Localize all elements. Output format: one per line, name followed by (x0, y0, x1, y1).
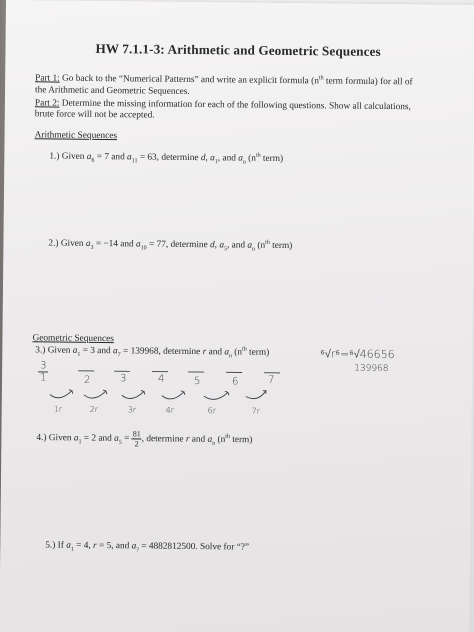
q2-mid2: = 77, determine (146, 239, 211, 251)
q3-var-a2: a (112, 346, 118, 357)
q4-frac-den: 2 (134, 439, 139, 449)
q4-var-a2: a (114, 433, 119, 444)
q2-var-a4: a (247, 240, 253, 251)
q1-tail: (n (245, 153, 257, 164)
q1-mid2: = 63, determine (137, 152, 201, 164)
q2-var-a: a (85, 238, 91, 249)
q3-sub-1: 1 (77, 351, 81, 358)
q4-mid2: , determine (141, 434, 186, 445)
q4-lead: 4.) Given (36, 432, 74, 444)
q2-tail: (n (255, 240, 266, 251)
q1-sub-3: 1 (214, 159, 218, 166)
q4-sub-1: 1 (78, 439, 82, 446)
hand-frac-top: 3 (38, 360, 49, 372)
q1-sub-2: 11 (131, 158, 138, 165)
q1-mid3: , (205, 153, 211, 164)
q2-mid4: , and (226, 240, 248, 251)
arrow-1 (50, 389, 73, 397)
arrow-3 (122, 390, 145, 398)
q4-frac-num: 81 (132, 429, 141, 439)
q1-var-a4: a (238, 153, 243, 164)
part1-text-c: the Arithmetic and Geometric Sequences. (35, 84, 190, 97)
question-5 (45, 540, 249, 554)
q3-end: term) (246, 347, 270, 358)
q1-var-a: a (86, 151, 92, 162)
q5-sub-1: 1 (70, 546, 74, 553)
handwritten-root-equation: ⁶√r⁶=⁶√46656 (320, 347, 395, 362)
q3-lead: 3.) Given (35, 345, 73, 356)
arithmetic-heading: Arithmetic Sequences (34, 130, 118, 142)
hand-index-3: 3 (119, 373, 127, 385)
q1-lead: 1.) Given (49, 151, 87, 162)
q1-mid1: = 7 and (94, 152, 128, 163)
q3-th: th (242, 346, 247, 353)
q3-sub-n: n (228, 353, 232, 360)
q2-var-d: d (210, 240, 215, 251)
q4-mid3: and (189, 434, 208, 445)
q2-var-a3: a (219, 240, 225, 251)
q3-sub-2: 7 (117, 352, 121, 359)
q5-sub-q: ? (136, 547, 139, 554)
hand-index-4: 4 (157, 373, 165, 385)
q5-mid3: = 4882812500. Solve for “?” (138, 541, 250, 553)
part2-text-a: Determine the missing information for each of the following questions. Show all calculations, (59, 98, 411, 113)
q3-tail: (n (231, 347, 243, 358)
q1-var-a2: a (127, 152, 132, 163)
handwritten-value: 139968 (354, 363, 389, 375)
hand-ratio-6: 7r (251, 406, 261, 416)
part2-text-b: brute force will not be accepted. (34, 109, 155, 121)
hand-ratio-4: 4r (165, 405, 175, 415)
q3-mid1: = 3 and (80, 345, 114, 357)
q3-var-r: r (202, 347, 207, 358)
q5-mid2: = 5, and (96, 540, 132, 552)
arrow-4 (162, 391, 185, 399)
hand-index-5: 5 (193, 375, 201, 388)
arrow-5 (204, 391, 229, 399)
hand-frac-bot: 1 (39, 372, 47, 384)
q1-th: th (255, 152, 261, 159)
q5-var-r: r (93, 540, 97, 551)
hand-index-2: 2 (83, 374, 91, 386)
q1-end: term) (260, 153, 284, 165)
q2-mid3: , (214, 240, 220, 251)
q1-sub-1: 6 (91, 157, 95, 164)
q2-th: th (265, 239, 270, 246)
q5-var-a: a (66, 540, 71, 551)
q4-fraction (132, 429, 142, 448)
hand-index-7: 7 (267, 374, 275, 386)
q1-mid4: , and (217, 153, 239, 164)
arrow-6 (246, 391, 266, 399)
q1-sub-n: n (242, 159, 246, 166)
q2-end: term) (269, 240, 293, 252)
hand-ratio-3: 3r (127, 405, 137, 415)
q1-var-d: d (200, 153, 206, 164)
q2-sub-1: 3 (90, 244, 94, 251)
q4-sub-n: n (212, 440, 216, 447)
q2-sub-2: 10 (140, 245, 147, 252)
q4-var-a: a (73, 433, 79, 444)
q4-var-a3: a (207, 434, 213, 445)
hand-index-6: 6 (231, 376, 239, 388)
question-4 (36, 428, 252, 449)
q3-var-a: a (72, 345, 78, 356)
part1-text-b: term formula) for all of (323, 76, 413, 88)
q2-lead: 2.) Given (48, 238, 86, 249)
q5-lead: 5.) If (45, 540, 67, 551)
part2-label: Part 2: (34, 98, 60, 109)
hand-ratio-1: 1r (53, 404, 63, 414)
arrow-2 (84, 390, 107, 398)
q4-tail: (n (215, 434, 226, 445)
q3-var-a3: a (224, 347, 230, 358)
q1-var-a3: a (210, 153, 215, 164)
q4-var-r: r (185, 434, 190, 445)
part1-label: Part 1: (35, 73, 60, 84)
q4-sub-2: 5 (118, 439, 122, 446)
geometric-heading: Geometric Sequences (32, 333, 114, 345)
q2-mid1: = −14 and (93, 239, 137, 250)
q2-var-a2: a (136, 239, 141, 250)
part1-sup: th (318, 75, 324, 82)
q2-sub-3: 5 (223, 246, 228, 253)
q2-sub-n: n (252, 246, 256, 253)
hand-ratio-5: 6r (207, 406, 217, 416)
hand-ratio-2: 2r (89, 404, 99, 414)
q4-th: th (225, 433, 231, 440)
q4-end: term) (229, 435, 253, 446)
q5-var-a2: a (131, 541, 137, 552)
q4-mid1: = 2 and (81, 433, 115, 444)
q5-mid1: = 4, (73, 540, 94, 551)
page-title: HW 7.1.1-3: Arithmetic and Geometric Sequences (95, 40, 381, 59)
part1-text-a: Go back to the “Numerical Patterns” and write an explicit formula (n (59, 73, 319, 87)
q4-eq: = (121, 433, 132, 444)
q3-mid3: and (206, 347, 225, 358)
q3-mid2: = 139968, determine (120, 346, 203, 358)
